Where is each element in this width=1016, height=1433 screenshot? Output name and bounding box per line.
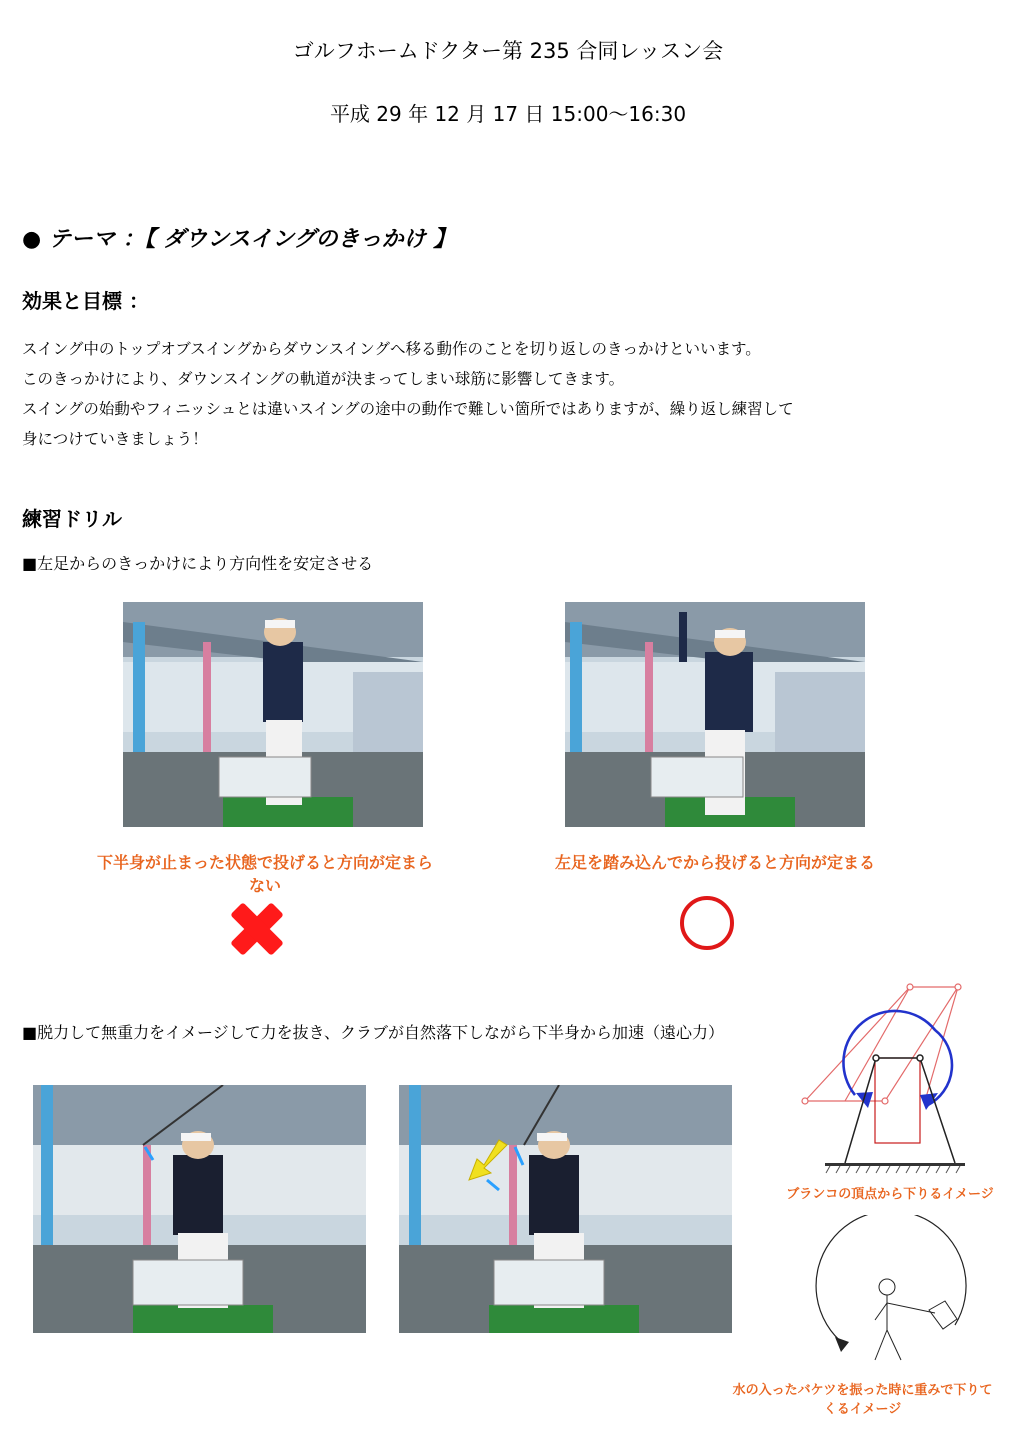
drill-heading: 練習ドリル	[22, 507, 122, 531]
diagram2-caption: 水の入ったバケツを振った時に重みで下りてくるイメージ	[732, 1383, 993, 1417]
effects-line: このきっかけにより、ダウンスイングの軌道が決まってしまい球筋に影響してきます。	[22, 370, 625, 388]
drill-section1-title: ■左足からのきっかけにより方向性を安定させる	[22, 554, 374, 573]
effects-body	[22, 334, 794, 454]
golf-photo-top-of-swing	[33, 1085, 366, 1333]
caption-wrong: 下半身が止まった状態で投げると方向が定まらない	[96, 853, 433, 895]
drill-section2-title: ■脱力して無重力をイメージして力を抜き、クラブが自然落下しながら下半身から加速（遠心力）	[22, 1023, 724, 1042]
document-title: ゴルフホームドクター第 235 合同レッスン会	[292, 39, 724, 63]
effects-line: スイング中のトップオブスイングからダウンスイングへ移る動作のことを切り返しのきっかけといいます。	[22, 340, 761, 358]
swing-pendulum-diagram	[790, 975, 990, 1175]
caption-right: 左足を踏み込んでから投げると方向が定まる	[554, 853, 875, 872]
golf-photo-left-foot-step	[565, 602, 865, 827]
effects-line: 身につけていきましょう！	[22, 430, 208, 448]
wrong-cross-icon	[228, 900, 286, 958]
effects-line: スイングの始動やフィニッシュとは違いスイングの途中の動作で難しい箇所ではありますが、繰り返し練習して	[22, 400, 794, 418]
golf-photo-stopped-lower-body	[123, 602, 423, 827]
correct-circle-icon	[677, 893, 737, 953]
effects-heading: 効果と目標 ：	[22, 289, 149, 313]
theme-heading: ● テーマ ：【 ダウンスイングのきっかけ 】	[22, 227, 456, 252]
golf-photo-downswing-start	[399, 1085, 732, 1333]
diagram1-caption: ブランコの頂点から下りるイメージ	[786, 1187, 994, 1202]
lesson-date: 平成 29 年 12 月 17 日 15:00～16:30	[329, 102, 687, 126]
bucket-swing-diagram	[805, 1215, 980, 1375]
